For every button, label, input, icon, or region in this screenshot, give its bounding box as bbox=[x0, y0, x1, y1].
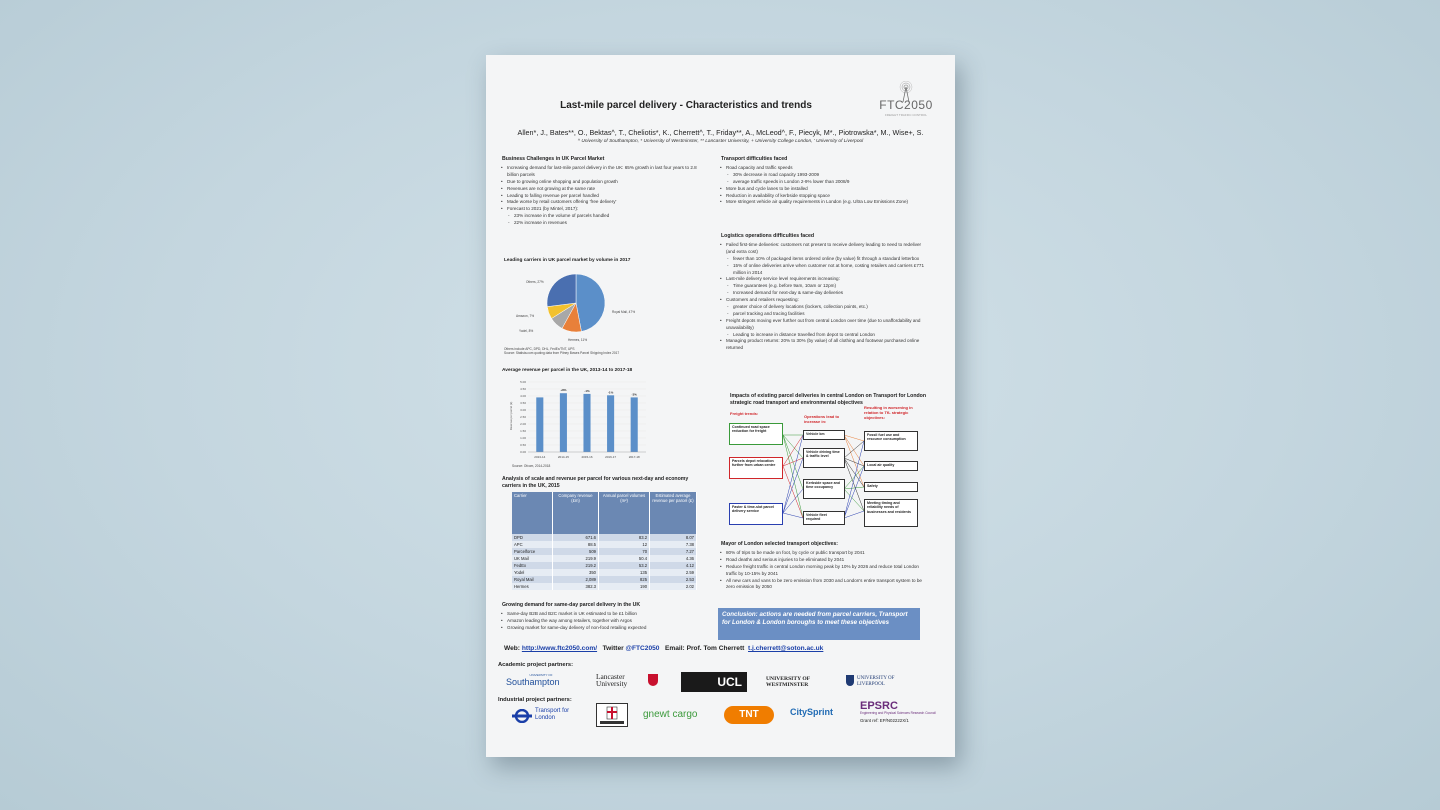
table-cell: 509 bbox=[553, 548, 599, 555]
epsrc-logo bbox=[860, 700, 940, 723]
table-row bbox=[512, 576, 697, 583]
ftc2050-logo bbox=[870, 81, 942, 121]
ucl-logo: UCL bbox=[681, 672, 747, 692]
operation-box-4: Vehicle fleet required bbox=[803, 511, 845, 525]
trend-box-2: Parcels depot relocation further from urban centre bbox=[729, 457, 783, 479]
pie-chart-title: Leading carriers in UK parcel market by volume in 2017 bbox=[504, 258, 631, 263]
industrial-heading: Industrial project partners: bbox=[498, 697, 572, 703]
bar bbox=[631, 397, 638, 452]
authors: Allen*, J., Bates**, O., Bektas^, T., Cheliotis*, K., Cherrett^, T., Friday**, A., McLeod^, F., Piecyk, M*., Piotrowska*, M., Wise+, S. bbox=[517, 128, 924, 137]
city-crest-icon bbox=[597, 704, 627, 726]
transport-item: • Reduction in availability of kerbside stopping space bbox=[719, 193, 929, 200]
y-tick-label: 0.50 bbox=[520, 443, 526, 447]
transport-item: • More bus and cycle lanes to be installed bbox=[719, 186, 929, 193]
epsrc-logo-sub: Engineering and Physical Sciences Research Council bbox=[860, 711, 936, 715]
y-tick-label: 2.50 bbox=[520, 415, 526, 419]
transport-item: - average traffic speeds in London 2-9% lower than 2008/9 bbox=[719, 179, 929, 186]
table-row bbox=[512, 548, 697, 555]
table-cell: 12 bbox=[599, 541, 650, 548]
transport-item: - 30% decrease in road capacity 1993-2009 bbox=[719, 172, 929, 179]
table-row bbox=[512, 534, 697, 541]
revenue-table-header bbox=[512, 492, 697, 534]
bar-data-label: -3% bbox=[631, 392, 637, 397]
x-tick-label: 2017-18 bbox=[628, 455, 640, 459]
southampton-logo bbox=[506, 673, 576, 691]
table-cell: 219.2 bbox=[553, 562, 599, 569]
table-cell: 2.02 bbox=[650, 583, 697, 590]
mayor-objective-item: • Reduce freight traffic in central London morning peak by 10% by 2026 and reduce total London traffic by 10-15% by 2041 bbox=[719, 564, 929, 578]
logistics-item: - 15% of online deliveries arrive when customer not at home, costing retailers and carriers £771 million in 2014 bbox=[719, 263, 929, 277]
email-link[interactable]: t.j.cherrett@soton.ac.uk bbox=[748, 645, 824, 652]
challenge-item: - 23% increase in the volume of parcels handled bbox=[500, 213, 705, 220]
sameday-heading: Growing demand for same-day parcel delivery in the UK bbox=[502, 602, 641, 608]
logistics-item: - Leading to increase in distance travelled from depot to central London bbox=[719, 332, 929, 339]
logistics-item: - fewer than 10% of packaged items ordered online (by value) fit through a standard letterbox bbox=[719, 256, 929, 263]
objective-box-2: Local air quality bbox=[864, 461, 918, 471]
table-cell: 219.9 bbox=[553, 555, 599, 562]
web-label: Web: bbox=[504, 645, 520, 652]
pie-slice bbox=[547, 274, 576, 307]
x-tick-label: 2015-16 bbox=[581, 455, 593, 459]
objective-box-4: Meeting timing and reliability needs of businesses and residents bbox=[864, 499, 918, 527]
bar bbox=[560, 393, 567, 452]
table-cell: 88.5 bbox=[553, 541, 599, 548]
logistics-item: • Failed first-time deliveries: customers not present to receive delivery leading to need to redeliver (and extra cost) bbox=[719, 242, 929, 256]
twitter-label: Twitter bbox=[602, 645, 624, 652]
westminster-logo: UNIVERSITY OF WESTMINSTER bbox=[766, 676, 810, 689]
x-tick-label: 2016-17 bbox=[605, 455, 617, 459]
website-link[interactable]: http://www.ftc2050.com/ bbox=[521, 645, 598, 652]
email-label: Email: Prof. Tom Cherrett bbox=[664, 645, 745, 652]
affiliations: ^ University of Southampton, * University of Westminster, ** Lancaster University, + University College London, ' University of Liverpool bbox=[577, 139, 864, 144]
table-row bbox=[512, 583, 697, 590]
table-cell: 7.27 bbox=[650, 548, 697, 555]
logistics-item: - Increased demand for next-day & same-day deliveries bbox=[719, 290, 929, 297]
diagram-col3-head: Resulting in worsening in relation to TfL strategic objectives: bbox=[864, 405, 913, 420]
pie-slice-label: Royal Mail, 47% bbox=[612, 310, 636, 314]
mayor-objective-item: • Road deaths and serious injuries to be eliminated by 2041 bbox=[719, 557, 929, 564]
table-cell: Royal Mail bbox=[512, 576, 553, 583]
mayor-objective-item: • All new cars and vans to be zero emission from 2030 and London's entire transport system to be zero emission by 2050 bbox=[719, 578, 929, 592]
table-header-volumes: Annual parcel volumes (m²) bbox=[599, 492, 650, 534]
diagram-col1-head: Freight trends: bbox=[730, 411, 759, 416]
academic-heading: Academic project partners: bbox=[498, 662, 574, 668]
logistics-heading: Logistics operations difficulties faced bbox=[721, 233, 815, 239]
table-cell: 382.3 bbox=[553, 583, 599, 590]
y-axis-label: Revenue per parcel (£) bbox=[509, 401, 513, 431]
challenge-item: • Due to growing online shopping and population growth bbox=[500, 179, 705, 186]
table-cell: APC bbox=[512, 541, 553, 548]
liverpool-logo-text: UNIVERSITY OF LIVERPOOL bbox=[857, 676, 895, 687]
table-cell: 135 bbox=[599, 569, 650, 576]
logistics-list bbox=[719, 242, 929, 352]
pie-chart bbox=[516, 267, 676, 347]
impacts-heading: Impacts of existing parcel deliveries in central London on Transport for London strategic road transport and environmental objectives bbox=[730, 393, 926, 406]
revenue-table bbox=[512, 492, 697, 590]
x-tick-label: 2014-15 bbox=[557, 455, 569, 459]
liverpool-crest-icon bbox=[846, 675, 854, 686]
bar bbox=[536, 397, 543, 452]
table-cell: DPD bbox=[512, 534, 553, 541]
bar bbox=[583, 394, 590, 452]
table-row bbox=[512, 562, 697, 569]
transport-item: • More stringent vehicle air quality requirements in London (e.g. Ultra Low Emissions Zone) bbox=[719, 199, 929, 206]
table-cell: UK Mail bbox=[512, 555, 553, 562]
table-title: Analysis of scale and revenue per parcel for various next-day and economy carriers in the UK, 2015 bbox=[502, 476, 689, 489]
challenges-list bbox=[500, 165, 705, 227]
twitter-handle[interactable]: @FTC2050 bbox=[625, 645, 660, 652]
table-row bbox=[512, 555, 697, 562]
sameday-list bbox=[500, 611, 710, 632]
table-cell: 671.6 bbox=[553, 534, 599, 541]
lancaster-logo-text: Lancaster University bbox=[596, 672, 628, 689]
table-cell: 825 bbox=[599, 576, 650, 583]
operation-box-2: Vehicle driving time & traffic level bbox=[803, 448, 845, 468]
pie-note-2: Source: Statista.com quoting data from Pitney Bowes Parcel Shipping Index 2017 bbox=[504, 351, 620, 356]
y-tick-label: 0.00 bbox=[520, 450, 526, 454]
table-cell: 7.38 bbox=[650, 541, 697, 548]
liverpool-logo bbox=[846, 675, 916, 689]
y-tick-label: 5.00 bbox=[520, 380, 526, 384]
table-cell: 70 bbox=[599, 548, 650, 555]
operation-box-3: Kerbside space and time occupancy bbox=[803, 479, 845, 499]
challenge-item: • Made worse by retail customers offering 'free delivery' bbox=[500, 199, 705, 206]
table-cell: 350 bbox=[553, 569, 599, 576]
objective-box-1: Fossil fuel use and resource consumption bbox=[864, 431, 918, 451]
transport-list bbox=[719, 165, 929, 206]
pie-slice-label: Amazon, 7% bbox=[516, 314, 535, 318]
logistics-item: • Customers and retailers requesting: bbox=[719, 297, 929, 304]
ftc-logo-subtext: FREIGHT TRAFFIC CONTROL bbox=[884, 113, 928, 117]
pie-slice-label: Others, 27% bbox=[526, 280, 544, 284]
pie-notes bbox=[504, 347, 704, 355]
mayor-heading: Mayor of London selected transport objectives: bbox=[721, 541, 839, 547]
table-cell: 2.53 bbox=[650, 576, 697, 583]
y-tick-label: 2.00 bbox=[520, 422, 526, 426]
logistics-item: - parcel tracking and tracing facilities bbox=[719, 311, 929, 318]
table-cell: 190 bbox=[599, 583, 650, 590]
mayor-list bbox=[719, 550, 929, 591]
table-cell: Hermes bbox=[512, 583, 553, 590]
x-tick-label: 2013-14 bbox=[534, 455, 546, 459]
poster bbox=[486, 55, 955, 757]
objective-box-3: Safety bbox=[864, 482, 918, 492]
tfl-logo-text: Transport for London bbox=[535, 708, 570, 721]
table-cell: 50.4 bbox=[599, 555, 650, 562]
table-cell: 8.07 bbox=[650, 534, 697, 541]
challenge-item: • Leading to falling revenue per parcel handled bbox=[500, 193, 705, 200]
pie-slice-label: Hermes, 11% bbox=[568, 338, 588, 342]
sameday-item: • Amazon leading the way among retailers, together with Argos bbox=[500, 618, 710, 625]
poster-title: Last-mile parcel delivery - Characteristics and trends bbox=[560, 100, 812, 111]
contact-line bbox=[504, 645, 944, 652]
lancaster-crest-icon bbox=[648, 674, 658, 686]
pie-slice bbox=[576, 274, 605, 331]
table-cell: 53.2 bbox=[599, 562, 650, 569]
logistics-item: - Time guarantees (e.g. before 9am, 10am or 12pm) bbox=[719, 283, 929, 290]
logistics-item: • Last-mile delivery service level requirements increasing: bbox=[719, 276, 929, 283]
table-cell: 2.59 bbox=[650, 569, 697, 576]
y-tick-label: 3.50 bbox=[520, 401, 526, 405]
tfl-roundel-icon bbox=[512, 709, 532, 723]
table-cell: 83.2 bbox=[599, 534, 650, 541]
table-header-avg-revenue: Estimated average revenue per parcel (£) bbox=[650, 492, 697, 534]
gnewt-cargo-logo: gnewt cargo bbox=[643, 709, 698, 720]
y-tick-label: 4.00 bbox=[520, 394, 526, 398]
bar-chart-title: Average revenue per parcel in the UK, 2013-14 to 2017-18 bbox=[502, 368, 633, 373]
table-cell: Parcelforce bbox=[512, 548, 553, 555]
conclusion-box: Conclusion: actions are needed from parcel carriers, Transport for London & London boroughs to meet these objectives bbox=[718, 608, 920, 640]
table-row bbox=[512, 541, 697, 548]
lancaster-logo bbox=[596, 673, 648, 693]
bar-data-label: +8% bbox=[560, 388, 567, 393]
logistics-item: • Managing product returns: 20% to 30% (by value) of all clothing and footwear purchased online returned bbox=[719, 338, 929, 352]
impacts-diagram bbox=[726, 405, 926, 531]
table-header-carrier: Carrier bbox=[512, 492, 553, 534]
trend-box-1: Continued road space reduction for freight bbox=[729, 423, 783, 445]
tnt-logo: TNT bbox=[724, 706, 774, 724]
pie-slice-label: Yodel, 8% bbox=[519, 329, 534, 333]
logistics-item: • Freight depots moving ever further out from central London over time (due to unaffordability and unavailability) bbox=[719, 318, 929, 332]
transport-item: • Road capacity and traffic speeds bbox=[719, 165, 929, 172]
challenge-item: - 22% increase in revenues bbox=[500, 220, 705, 227]
challenge-item: • Forecast to 2021 (by Mintel, 2017): bbox=[500, 206, 705, 213]
transport-heading: Transport difficulties faced bbox=[721, 156, 788, 162]
city-of-london-logo bbox=[596, 703, 628, 727]
citysprint-logo: CitySprint bbox=[790, 707, 834, 717]
bar-data-label: -1% bbox=[607, 390, 614, 395]
epsrc-logo-text: EPSRC bbox=[860, 700, 898, 712]
challenges-heading: Business Challenges in UK Parcel Market bbox=[502, 156, 605, 162]
table-cell: 2,089 bbox=[553, 576, 599, 583]
logistics-item: - greater choice of delivery locations (lockers, collection points, etc.) bbox=[719, 304, 929, 311]
sameday-item: • Growing market for same-day delivery of non-food retailing expected bbox=[500, 625, 710, 632]
table-header-revenue: Company revenue (£m) bbox=[553, 492, 599, 534]
tfl-logo bbox=[512, 707, 582, 725]
sameday-item: • Same-day B2B and B2C market in UK estimated to be £1 billion bbox=[500, 611, 710, 618]
table-row bbox=[512, 569, 697, 576]
trend-box-3: Faster & time-slot parcel delivery service bbox=[729, 503, 783, 525]
challenge-item: • Increasing demand for last-mile parcel delivery in the UK: 65% growth in last four years to 2.8 billion parcels bbox=[500, 165, 705, 179]
bar bbox=[607, 395, 614, 452]
y-tick-label: 1.50 bbox=[520, 429, 526, 433]
table-cell: 4.36 bbox=[650, 555, 697, 562]
bar-chart-source: Source: Ofcom, 2014-2018 bbox=[512, 464, 551, 468]
y-tick-label: 4.50 bbox=[520, 387, 526, 391]
y-tick-label: 3.00 bbox=[520, 408, 526, 412]
mayor-objective-item: • 80% of trips to be made on foot, by cycle or public transport by 2041 bbox=[719, 550, 929, 557]
bar-chart bbox=[506, 376, 656, 466]
southampton-logo-small: UNIVERSITY OF bbox=[529, 673, 553, 677]
bar-data-label: -1% bbox=[584, 388, 590, 393]
table-cell: Yodel bbox=[512, 569, 553, 576]
table-cell: FedEx bbox=[512, 562, 553, 569]
challenge-item: • Revenues are not growing at the same rate bbox=[500, 186, 705, 193]
table-cell: 4.12 bbox=[650, 562, 697, 569]
southampton-logo-text: Southampton bbox=[506, 677, 560, 687]
diagram-col2-head: Operations lead to increase in: bbox=[804, 414, 840, 424]
grant-ref: Grant ref: EP/N02222X/1 bbox=[860, 717, 909, 723]
y-tick-label: 1.00 bbox=[520, 436, 526, 440]
operation-box-1: Vehicle km bbox=[803, 430, 845, 440]
pie-note-1: Others include APC, DPD, DHL, FedEx/TNT, UPS bbox=[504, 347, 575, 351]
ftc-logo-text: FTC2050 bbox=[879, 98, 933, 112]
